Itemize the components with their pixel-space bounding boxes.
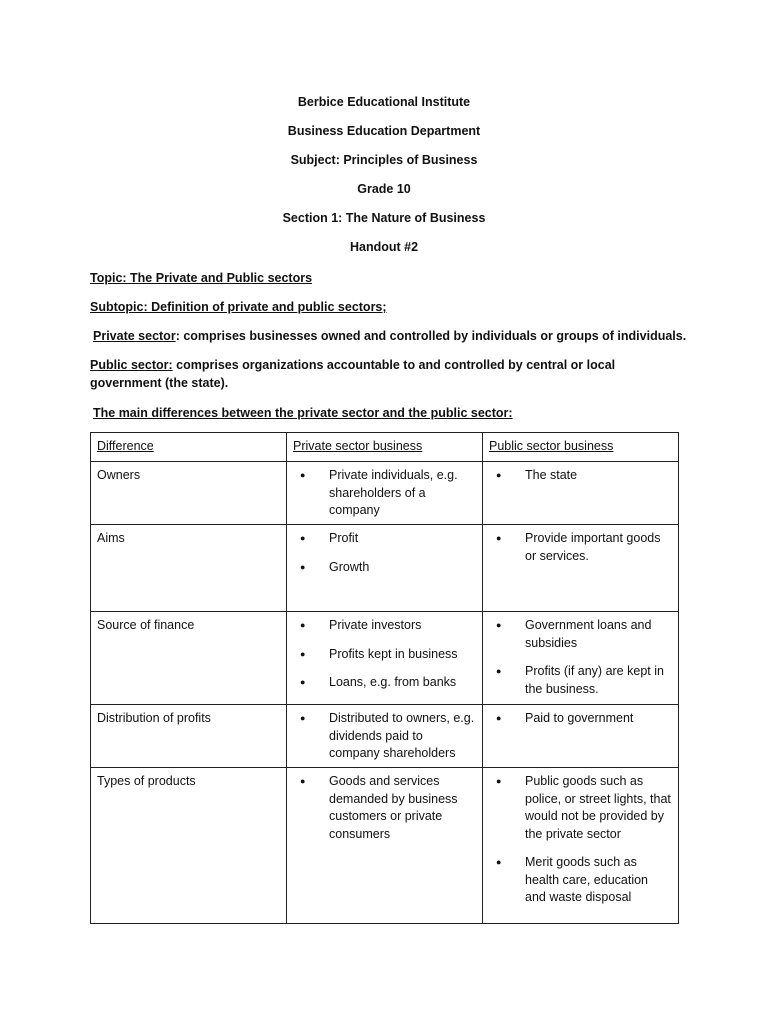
grade-heading: Grade 10 (357, 182, 411, 196)
public-cell (483, 612, 679, 705)
private-cell (287, 525, 483, 612)
section-heading: Section 1: The Nature of Business (282, 211, 486, 225)
private-bullet-list (293, 530, 476, 576)
public-cell (483, 768, 679, 924)
list-item: ● Loans, e.g. from banks (293, 674, 476, 692)
header-private: Private sector business (287, 433, 483, 462)
private-bullet-list (293, 710, 476, 763)
differences-table (90, 432, 679, 924)
public-sector-term: Public sector: (90, 358, 173, 372)
table-row (91, 525, 679, 612)
row-label: Owners (91, 462, 287, 525)
department-heading: Business Education Department (287, 124, 481, 138)
handout-heading: Handout #2 (349, 240, 419, 254)
private-bullet-list (293, 467, 476, 520)
private-sector-term: Private sector (93, 329, 176, 343)
list-item: ● The state (489, 467, 672, 485)
private-cell (287, 768, 483, 924)
list-item: ● Private investors (293, 617, 476, 635)
public-cell (483, 525, 679, 612)
public-bullet-list (489, 617, 672, 698)
public-bullet-list (489, 710, 672, 728)
public-sector-text: comprises organizations accountable to and controlled by central or local government (the state). (90, 358, 616, 390)
list-item: ● Profit (293, 530, 476, 548)
table-header-row (91, 433, 679, 462)
table-row (91, 462, 679, 525)
list-item: ● Goods and services demanded by business customers or private consumers (293, 773, 476, 843)
row-label: Types of products (91, 768, 287, 924)
private-bullet-list (293, 617, 476, 692)
list-item: ● Merit goods such as health care, education and waste disposal (489, 854, 672, 907)
list-item: ● Government loans and subsidies (489, 617, 672, 652)
private-bullet-list (293, 773, 476, 843)
public-bullet-list (489, 467, 672, 485)
row-label: Distribution of profits (91, 705, 287, 768)
public-cell (483, 705, 679, 768)
list-item: ● Paid to government (489, 710, 672, 728)
list-item: ● Private individuals, e.g. shareholders of a company (293, 467, 476, 520)
table-row (91, 705, 679, 768)
public-cell (483, 462, 679, 525)
list-item: ● Profits kept in business (293, 646, 476, 664)
public-bullet-list (489, 773, 672, 907)
table-row (91, 768, 679, 924)
table-row (91, 612, 679, 705)
public-bullet-list (489, 530, 672, 565)
header-difference: Difference (91, 433, 287, 462)
private-cell (287, 705, 483, 768)
row-label: Aims (91, 525, 287, 612)
institute-heading: Berbice Educational Institute (297, 95, 471, 109)
topic-line: Topic: The Private and Public sectors (90, 271, 313, 285)
subject-heading: Subject: Principles of Business (290, 153, 478, 167)
subtopic-line: Subtopic: Definition of private and public sectors; (90, 300, 387, 314)
table-caption: The main differences between the private sector and the public sector: (93, 406, 513, 420)
private-cell (287, 612, 483, 705)
list-item: ● Public goods such as police, or street lights, that would not be provided by the private sector (489, 773, 672, 843)
public-sector-definition (90, 356, 682, 392)
list-item: ● Growth (293, 559, 476, 577)
row-label: Source of finance (91, 612, 287, 705)
list-item: ● Provide important goods or services. (489, 530, 672, 565)
header-public: Public sector business (483, 433, 679, 462)
list-item: ● Profits (if any) are kept in the business. (489, 663, 672, 698)
private-cell (287, 462, 483, 525)
private-sector-definition (93, 327, 693, 345)
private-sector-text: : comprises businesses owned and controlled by individuals or groups of individuals. (175, 329, 687, 343)
list-item: ● Distributed to owners, e.g. dividends paid to company shareholders (293, 710, 476, 763)
